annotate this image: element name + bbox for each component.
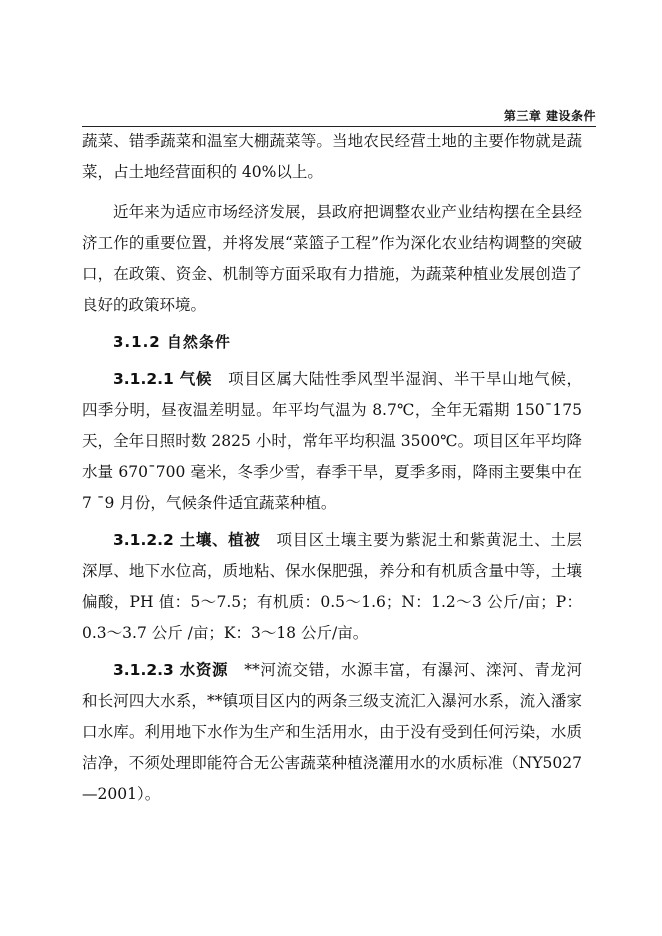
soil-text: 项目区土壤主要为紫泥土和紫黄泥土、土层深厚、地下水位高，质地粘、保水保肥强，养分和有机质含量中等，土壤偏酸，PH 值：5～7.5；有机质：0.5～1.6；N：1.2～3 公斤/亩；P：0.3～3.7 公斤 /亩；K：3～18 公斤/亩。 (82, 531, 582, 642)
paragraph-vegetable-types: 蔬菜、错季蔬菜和温室大棚蔬菜等。当地农民经营土地的主要作物就是蔬菜，占土地经营面积的 40%以上。 (82, 132, 582, 181)
subsection-title-soil: 3.1.2.2 土壤、植被 (113, 531, 261, 549)
spacer (82, 188, 582, 197)
paragraph-soil (82, 525, 582, 649)
subsection-title-water: 3.1.2.3 水资源 (113, 661, 229, 679)
subsection-title-climate: 3.1.2.1 气候 (113, 370, 213, 388)
paragraph-policy: 近年来为适应市场经济发展，县政府把调整农业产业结构摆在全县经济工作的重要位置，并将发展“菜篮子工程”作为深化农业结构调整的突破口，在政策、资金、机制等方面采取有力措施，为蔬菜种植业发展创造了良好的政策环境。 (82, 203, 582, 314)
chapter-header: 第三章 建设条件 (503, 109, 596, 123)
water-text: **河流交错，水源丰富，有瀑河、滦河、青龙河和长河四大水系，**镇项目区内的两条三级支流汇入瀑河水系，流入潘家口水库。利用地下水作为生产和生活用水，由于没有受到任何污染，水质洁净，不须处理即能符合无公害蔬菜种植浇灌用水的水质标准（NY5027—2001）。 (82, 661, 582, 803)
document-body (82, 126, 582, 810)
paragraph-climate (82, 364, 582, 519)
section-heading-natural-conditions: 3.1.2 自然条件 (113, 333, 231, 351)
climate-text: 项目区属大陆性季风型半湿润、半干旱山地气候，四季分明，昼夜温差明显。年平均气温为 8.7℃，全年无霜期 150¯175 天，全年日照时数 2825 小时，常年平均积温 3500℃。项目区年平均降水量 670¯700 毫米，冬季少雪，春季干旱，夏季多雨，降雨主要集中在 7 ¯9 月份，气候条件适宜蔬菜种植。 (82, 370, 582, 512)
paragraph-water (82, 655, 582, 810)
